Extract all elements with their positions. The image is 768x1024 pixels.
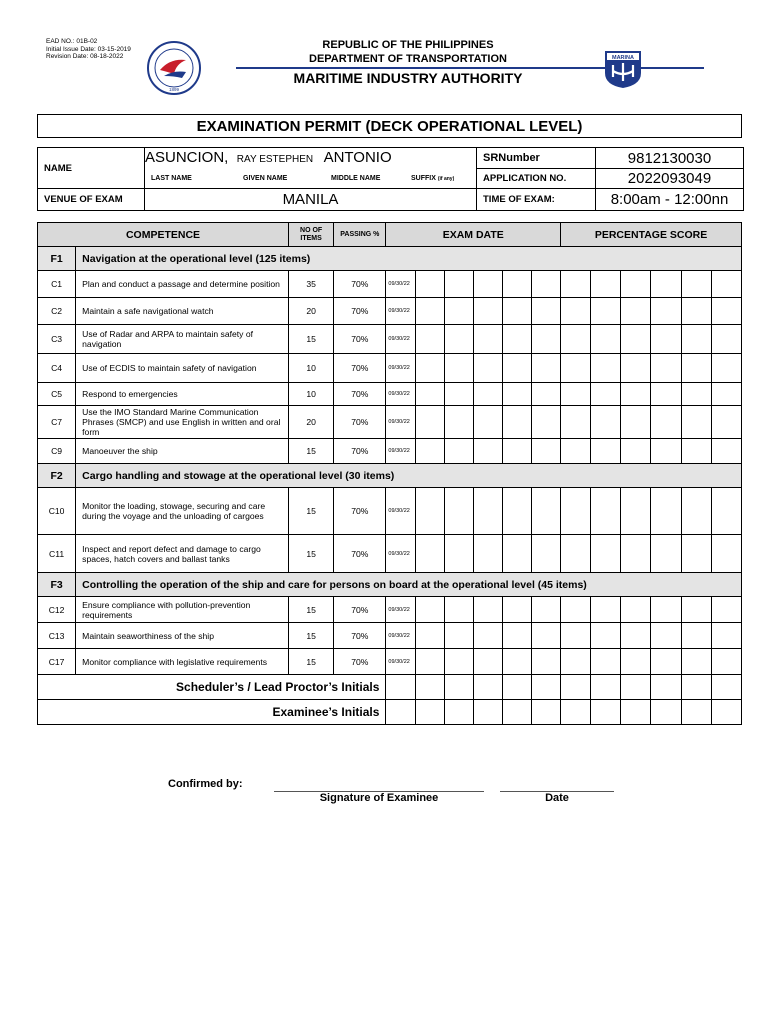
percentage-score-cell [591,535,621,573]
middle-name-value: ANTONIO [323,149,392,167]
exam-date-blank-cell [502,597,531,623]
function-group-row [38,247,742,271]
passing-rate: 70% [334,354,386,383]
initials-cell [561,700,591,725]
exam-date-blank-cell [502,439,531,464]
percentage-score-cell [561,406,591,439]
competence-code: C4 [38,354,76,383]
percentage-score-cell [681,325,711,354]
percentage-score-cell [651,535,681,573]
exam-date-blank-cell [444,354,473,383]
confirmed-by-label: Confirmed by: [168,778,243,790]
passing-rate: 70% [334,488,386,535]
percentage-score-cell [711,439,741,464]
percentage-score-cell [621,271,651,298]
given-name-label: GIVEN NAME [243,174,288,182]
initials-cell [531,675,560,700]
percentage-score-cell [621,488,651,535]
exam-date-blank-cell [531,354,560,383]
exam-date-blank-cell [415,439,444,464]
percentage-score-cell [681,623,711,649]
percentage-score-cell [591,649,621,675]
initials-cell [502,700,531,725]
percentage-score-cell [681,488,711,535]
given-name-value: RAY ESTEPHEN [236,154,314,166]
percentage-score-cell [711,406,741,439]
exam-date-blank-cell [502,325,531,354]
percentage-score-cell [711,597,741,623]
marina-logo [602,47,644,89]
exam-date-blank-cell [502,354,531,383]
item-count: 15 [289,649,334,675]
function-code: F1 [38,247,76,271]
exam-date-blank-cell [502,383,531,406]
percentage-score-cell [621,298,651,325]
document-meta [46,38,131,61]
passing-rate: 70% [334,383,386,406]
exam-date-blank-cell [502,623,531,649]
exam-date-blank-cell [415,535,444,573]
revision-date: Revision Date: 08-18-2022 [46,53,124,60]
exam-date-cell: 09/30/22 [386,406,415,439]
initials-cell [444,675,473,700]
exam-date-blank-cell [502,406,531,439]
competence-row [38,383,742,406]
percentage-score-cell [621,623,651,649]
percentage-score-cell [591,406,621,439]
exam-date-blank-cell [473,623,502,649]
exam-date-blank-cell [473,354,502,383]
percentage-score-cell [561,354,591,383]
percentage-score-cell [591,325,621,354]
percentage-score-cell [621,439,651,464]
competence-row [38,623,742,649]
exam-date-blank-cell [473,597,502,623]
exam-date-blank-cell [502,649,531,675]
exam-date-cell: 09/30/22 [386,597,415,623]
percentage-score-cell [591,271,621,298]
item-count: 15 [289,325,334,354]
initials-cell [591,700,621,725]
competence-row [38,406,742,439]
exam-date-cell: 09/30/22 [386,383,415,406]
name-field-labels [145,169,477,189]
exam-date-blank-cell [502,488,531,535]
percentage-score-cell [561,623,591,649]
function-group-row [38,464,742,488]
date-label: Date [545,792,569,804]
exam-date-blank-cell [415,325,444,354]
competence-description: Maintain seaworthiness of the ship [76,623,289,649]
exam-date-cell: 09/30/22 [386,298,415,325]
last-name-label: LAST NAME [151,174,192,182]
percentage-score-cell [561,298,591,325]
percentage-score-cell [681,383,711,406]
suffix-note: (if any) [437,175,455,182]
percentage-score-cell [621,597,651,623]
competence-row [38,325,742,354]
exam-date-blank-cell [531,488,560,535]
competence-description: Manoeuver the ship [76,439,289,464]
competence-code: C1 [38,271,76,298]
passing-rate: 70% [334,325,386,354]
passing-rate: 70% [334,406,386,439]
initials-cell [651,700,681,725]
passing-rate: 70% [334,597,386,623]
percentage-score-cell [621,383,651,406]
percentage-score-cell [591,488,621,535]
exam-date-blank-cell [531,535,560,573]
scheduler-initials-label: Scheduler’s / Lead Proctor’s Initials [38,675,386,700]
exam-date-blank-cell [473,383,502,406]
time-value: 8:00am - 12:00nn [596,189,744,211]
percentage-score-cell [681,354,711,383]
percentage-score-cell [561,535,591,573]
percentage-score-cell [561,439,591,464]
passing-rate: 70% [334,623,386,649]
exam-date-blank-cell [415,488,444,535]
competence-description: Use the IMO Standard Marine Communication Phrases (SMCP) and use English in written and oral form [76,406,289,439]
exam-date-blank-cell [415,354,444,383]
competence-table [37,222,742,725]
passing-rate: 70% [334,271,386,298]
competence-code: C13 [38,623,76,649]
competence-description: Ensure compliance with pollution-prevention requirements [76,597,289,623]
exam-date-cell: 09/30/22 [386,271,415,298]
percentage-score-cell [681,535,711,573]
function-title: Cargo handling and stowage at the operational level (30 items) [76,464,742,488]
exam-date-blank-cell [531,271,560,298]
item-count: 15 [289,439,334,464]
percentage-score-cell [561,325,591,354]
percentage-score-cell [681,298,711,325]
competence-code: C11 [38,535,76,573]
competence-code: C7 [38,406,76,439]
competence-row [38,649,742,675]
exam-date-blank-cell [531,383,560,406]
percentage-score-cell [591,298,621,325]
last-name-value: ASUNCION, [145,149,229,167]
competence-description: Monitor compliance with legislative requirements [76,649,289,675]
header-department: DEPARTMENT OF TRANSPORTATION [309,53,507,65]
percentage-score-cell [651,488,681,535]
application-value: 2022093049 [596,169,744,189]
competence-code: C10 [38,488,76,535]
percentage-score-cell [591,623,621,649]
percentage-score-cell [561,271,591,298]
percentage-score-cell [651,325,681,354]
passing-rate: 70% [334,439,386,464]
passing-rate: 70% [334,649,386,675]
exam-date-blank-cell [473,439,502,464]
application-label: APPLICATION NO. [477,169,596,189]
percentage-score-cell [711,649,741,675]
exam-date-blank-cell [444,439,473,464]
exam-date-blank-cell [415,298,444,325]
initials-cell [711,675,741,700]
suffix-label-text: SUFFIX [411,174,436,182]
suffix-label [411,175,454,182]
venue-value: MANILA [145,189,477,211]
exam-date-blank-cell [444,488,473,535]
percentage-score-cell [651,597,681,623]
sr-value: 9812130030 [596,148,744,169]
competence-row [38,354,742,383]
competence-description: Monitor the loading, stowage, securing and care during the voyage and the unloading of cargoes [76,488,289,535]
item-count: 15 [289,488,334,535]
initials-cell [531,700,560,725]
percentage-score-cell [681,649,711,675]
initials-cell [473,700,502,725]
marina-logo-text: MARINA [612,55,634,61]
percentage-score-cell [651,354,681,383]
exam-date-blank-cell [415,623,444,649]
initials-row [38,700,742,725]
exam-date-blank-cell [502,535,531,573]
competence-row [38,535,742,573]
middle-name-label: MIDDLE NAME [331,174,381,182]
item-count: 10 [289,354,334,383]
signature-label: Signature of Examinee [319,792,439,804]
exam-date-cell: 09/30/22 [386,439,415,464]
percentage-score-cell [621,406,651,439]
exam-date-blank-cell [444,535,473,573]
percentage-score-cell [651,439,681,464]
applicant-info-table [37,147,744,211]
percentage-score-cell [621,354,651,383]
percentage-score-cell [561,383,591,406]
initials-cell [473,675,502,700]
item-count: 15 [289,623,334,649]
percentage-score-cell [591,354,621,383]
exam-date-blank-cell [473,488,502,535]
competence-description: Plan and conduct a passage and determine position [76,271,289,298]
exam-date-blank-cell [444,597,473,623]
competence-code: C17 [38,649,76,675]
exam-date-blank-cell [444,271,473,298]
no-items-header: NO OF ITEMS [289,223,334,247]
percentage-score-cell [561,488,591,535]
percentage-score-cell [621,535,651,573]
percentage-score-cell [711,325,741,354]
exam-date-blank-cell [531,298,560,325]
item-count: 20 [289,406,334,439]
competence-description: Use of ECDIS to maintain safety of navigation [76,354,289,383]
exam-date-blank-cell [444,298,473,325]
percentage-score-cell [651,623,681,649]
function-group-row [38,573,742,597]
exam-date-cell: 09/30/22 [386,325,415,354]
initials-cell [621,700,651,725]
exam-date-blank-cell [473,535,502,573]
exam-date-blank-cell [531,406,560,439]
competence-header: COMPETENCE [38,223,289,247]
item-count: 15 [289,597,334,623]
competence-description: Maintain a safe navigational watch [76,298,289,325]
time-label: TIME OF EXAM: [477,189,596,211]
percentage-score-cell [711,623,741,649]
initials-cell [415,675,444,700]
percentage-score-cell [681,406,711,439]
initials-cell [651,675,681,700]
passing-rate: 70% [334,298,386,325]
exam-date-blank-cell [444,649,473,675]
initials-cell [591,675,621,700]
venue-label: VENUE OF EXAM [38,189,145,211]
percentage-score-cell [681,439,711,464]
percentage-score-cell [651,383,681,406]
percentage-score-cell [711,354,741,383]
exam-date-header: EXAM DATE [386,223,561,247]
exam-date-blank-cell [531,325,560,354]
initials-cell [621,675,651,700]
competence-code: C2 [38,298,76,325]
percentage-score-cell [711,271,741,298]
percentage-score-cell [561,649,591,675]
exam-date-cell: 09/30/22 [386,488,415,535]
item-count: 15 [289,535,334,573]
competence-row [38,271,742,298]
competence-description: Respond to emergencies [76,383,289,406]
percentage-score-cell [711,535,741,573]
function-code: F2 [38,464,76,488]
exam-date-blank-cell [502,271,531,298]
initials-cell [502,675,531,700]
name-values [145,148,477,169]
exam-date-blank-cell [415,649,444,675]
percentage-score-header: PERCENTAGE SCORE [561,223,742,247]
exam-date-blank-cell [473,271,502,298]
competence-code: C9 [38,439,76,464]
percentage-score-cell [561,597,591,623]
competence-code: C5 [38,383,76,406]
initials-cell [711,700,741,725]
initials-cell [415,700,444,725]
ead-number: EAD NO.: 01B-02 [46,38,98,45]
exam-date-blank-cell [415,271,444,298]
exam-date-blank-cell [444,383,473,406]
competence-code: C3 [38,325,76,354]
competence-description: Use of Radar and ARPA to maintain safety of navigation [76,325,289,354]
function-code: F3 [38,573,76,597]
exam-date-blank-cell [473,325,502,354]
initials-cell [681,675,711,700]
seal-year: 1899 [168,87,180,92]
percentage-score-cell [651,271,681,298]
exam-date-cell: 09/30/22 [386,623,415,649]
initials-cell [386,675,415,700]
passing-header: PASSING % [334,223,386,247]
exam-date-blank-cell [473,406,502,439]
percentage-score-cell [591,597,621,623]
name-label: NAME [38,148,145,189]
header-authority: MARITIME INDUSTRY AUTHORITY [293,70,523,86]
exam-date-blank-cell [531,623,560,649]
percentage-score-cell [711,488,741,535]
issue-date: Initial Issue Date: 03-15-2019 [46,45,131,53]
exam-date-blank-cell [415,383,444,406]
exam-date-cell: 09/30/22 [386,354,415,383]
function-title: Navigation at the operational level (125 items) [76,247,742,271]
header-republic: REPUBLIC OF THE PHILIPPINES [322,39,494,51]
initials-cell [386,700,415,725]
exam-date-blank-cell [444,325,473,354]
percentage-score-cell [711,298,741,325]
percentage-score-cell [651,298,681,325]
exam-date-cell: 09/30/22 [386,535,415,573]
initials-row [38,675,742,700]
competence-row [38,597,742,623]
passing-rate: 70% [334,535,386,573]
competence-description: Inspect and report defect and damage to cargo spaces, hatch covers and ballast tanks [76,535,289,573]
percentage-score-cell [681,271,711,298]
exam-date-blank-cell [531,597,560,623]
exam-date-blank-cell [444,406,473,439]
exam-date-blank-cell [473,298,502,325]
sr-label: SRNumber [477,148,596,169]
exam-date-cell: 09/30/22 [386,649,415,675]
item-count: 35 [289,271,334,298]
percentage-score-cell [711,383,741,406]
competence-row [38,488,742,535]
exam-date-blank-cell [444,623,473,649]
permit-title: EXAMINATION PERMIT (DECK OPERATIONAL LEVEL) [37,114,742,138]
initials-cell [681,700,711,725]
percentage-score-cell [681,597,711,623]
item-count: 20 [289,298,334,325]
competence-row [38,439,742,464]
initials-cell [444,700,473,725]
function-title: Controlling the operation of the ship and care for persons on board at the operational level (45 items) [76,573,742,597]
item-count: 10 [289,383,334,406]
percentage-score-cell [621,649,651,675]
competence-code: C12 [38,597,76,623]
examinee-initials-label: Examinee’s Initials [38,700,386,725]
exam-date-blank-cell [415,597,444,623]
percentage-score-cell [651,406,681,439]
initials-cell [561,675,591,700]
exam-date-blank-cell [473,649,502,675]
exam-date-blank-cell [531,649,560,675]
competence-row [38,298,742,325]
exam-date-blank-cell [502,298,531,325]
exam-date-blank-cell [531,439,560,464]
percentage-score-cell [651,649,681,675]
percentage-score-cell [591,383,621,406]
percentage-score-cell [591,439,621,464]
exam-date-blank-cell [415,406,444,439]
percentage-score-cell [621,325,651,354]
